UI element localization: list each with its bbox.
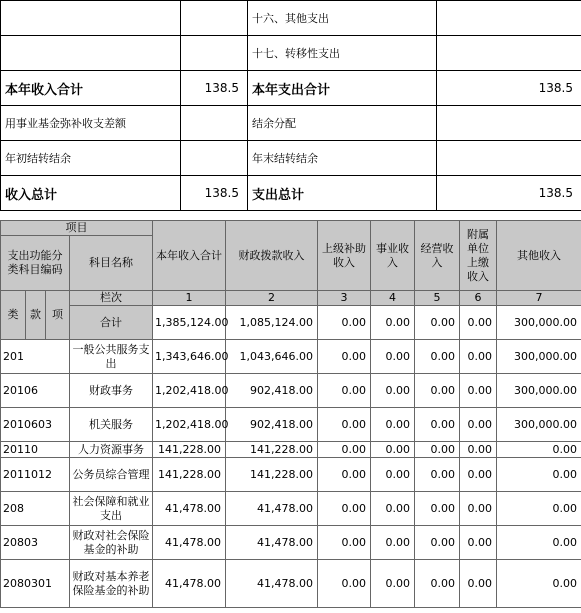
row-value: 0.00 — [318, 408, 371, 442]
detail-row — [1, 560, 581, 608]
row-value: 0.00 — [318, 492, 371, 526]
header-subject-name: 科目名称 — [70, 236, 153, 291]
row-value: 0.00 — [415, 458, 460, 492]
total-value: 1,385,124.00 — [153, 306, 226, 340]
col-number: 1 — [153, 291, 226, 306]
summary-left-label: 收入总计 — [1, 176, 181, 211]
row-subject-name: 财政对基本养老保险基金的补助 — [70, 560, 153, 608]
total-row — [1, 306, 581, 340]
summary-left-value — [181, 1, 248, 36]
detail-table — [0, 220, 581, 608]
row-code: 2010603 — [1, 408, 70, 442]
detail-row — [1, 526, 581, 560]
row-value: 0.00 — [460, 408, 497, 442]
summary-row — [1, 1, 581, 36]
col-number: 7 — [497, 291, 581, 306]
row-value: 0.00 — [460, 458, 497, 492]
row-value: 0.00 — [460, 560, 497, 608]
row-subject-name: 公务员综合管理 — [70, 458, 153, 492]
total-value: 1,085,124.00 — [226, 306, 318, 340]
col-number: 2 — [226, 291, 318, 306]
row-value: 0.00 — [371, 526, 415, 560]
header-fiscal: 财政拨款收入 — [226, 221, 318, 291]
row-value: 41,478.00 — [153, 560, 226, 608]
summary-row — [1, 106, 581, 141]
total-value: 0.00 — [371, 306, 415, 340]
row-value: 0.00 — [371, 408, 415, 442]
summary-right-label: 支出总计 — [248, 176, 437, 211]
row-value: 0.00 — [371, 492, 415, 526]
summary-right-value: 138.5 — [437, 176, 581, 211]
summary-right-value — [437, 141, 581, 176]
summary-left-value — [181, 106, 248, 141]
total-value: 300,000.00 — [497, 306, 581, 340]
row-value: 0.00 — [415, 526, 460, 560]
summary-right-value — [437, 36, 581, 71]
row-value: 41,478.00 — [153, 492, 226, 526]
row-value: 0.00 — [415, 492, 460, 526]
header-xiang: 项 — [46, 291, 70, 340]
header-affiliated: 附属单位上缴收入 — [460, 221, 497, 291]
detail-row — [1, 374, 581, 408]
row-subject-name: 社会保障和就业支出 — [70, 492, 153, 526]
row-value: 0.00 — [415, 374, 460, 408]
row-value: 0.00 — [497, 458, 581, 492]
summary-right-value: 138.5 — [437, 71, 581, 106]
summary-left-value: 138.5 — [181, 176, 248, 211]
header-row-1 — [1, 221, 581, 236]
row-value: 0.00 — [318, 374, 371, 408]
summary-row — [1, 176, 581, 211]
row-value: 1,343,646.00 — [153, 340, 226, 374]
summary-right-label: 十六、其他支出 — [248, 1, 437, 36]
summary-right-label: 十七、转移性支出 — [248, 36, 437, 71]
summary-left-label: 年初结转结余 — [1, 141, 181, 176]
detail-row — [1, 492, 581, 526]
row-value: 0.00 — [460, 442, 497, 458]
row-value: 0.00 — [371, 458, 415, 492]
summary-right-value — [437, 106, 581, 141]
summary-row — [1, 36, 581, 71]
summary-left-label: 本年收入合计 — [1, 71, 181, 106]
header-total-income: 本年收入合计 — [153, 221, 226, 291]
summary-right-label: 结余分配 — [248, 106, 437, 141]
row-value: 300,000.00 — [497, 408, 581, 442]
row-value: 0.00 — [371, 442, 415, 458]
header-row-3 — [1, 291, 581, 306]
row-subject-name: 财政事务 — [70, 374, 153, 408]
detail-row — [1, 340, 581, 374]
row-code: 2080301 — [1, 560, 70, 608]
row-value: 0.00 — [318, 560, 371, 608]
row-code: 20803 — [1, 526, 70, 560]
row-value: 0.00 — [318, 340, 371, 374]
row-value: 0.00 — [318, 442, 371, 458]
col-number: 6 — [460, 291, 497, 306]
row-value: 141,228.00 — [153, 442, 226, 458]
summary-table — [0, 0, 581, 211]
total-label: 合计 — [70, 306, 153, 340]
row-value: 0.00 — [497, 442, 581, 458]
summary-right-label: 本年支出合计 — [248, 71, 437, 106]
summary-left-value — [181, 36, 248, 71]
row-value: 0.00 — [497, 560, 581, 608]
row-code: 2011012 — [1, 458, 70, 492]
header-kuan: 款 — [26, 291, 46, 340]
summary-left-label — [1, 36, 181, 71]
row-value: 0.00 — [415, 560, 460, 608]
header-other: 其他收入 — [497, 221, 581, 291]
row-value: 300,000.00 — [497, 374, 581, 408]
col-number: 3 — [318, 291, 371, 306]
row-value: 0.00 — [371, 340, 415, 374]
row-value: 0.00 — [318, 526, 371, 560]
summary-right-label: 年末结转结余 — [248, 141, 437, 176]
row-code: 20110 — [1, 442, 70, 458]
summary-left-label: 用事业基金弥补收支差额 — [1, 106, 181, 141]
row-value: 0.00 — [497, 492, 581, 526]
summary-left-label — [1, 1, 181, 36]
col-number: 5 — [415, 291, 460, 306]
summary-left-value — [181, 141, 248, 176]
summary-right-value — [437, 1, 581, 36]
row-value: 1,043,646.00 — [226, 340, 318, 374]
detail-body — [1, 340, 581, 608]
header-func-code: 支出功能分类科目编码 — [1, 236, 70, 291]
row-value: 41,478.00 — [226, 560, 318, 608]
row-value: 41,478.00 — [226, 526, 318, 560]
row-value: 0.00 — [371, 374, 415, 408]
row-value: 0.00 — [460, 340, 497, 374]
row-value: 41,478.00 — [226, 492, 318, 526]
row-value: 0.00 — [460, 374, 497, 408]
row-value: 0.00 — [371, 560, 415, 608]
row-value: 0.00 — [460, 492, 497, 526]
row-subject-name: 人力资源事务 — [70, 442, 153, 458]
row-value: 902,418.00 — [226, 374, 318, 408]
summary-row — [1, 141, 581, 176]
header-column-index: 栏次 — [70, 291, 153, 306]
header-superior: 上级补助收入 — [318, 221, 371, 291]
row-code: 20106 — [1, 374, 70, 408]
row-value: 41,478.00 — [153, 526, 226, 560]
row-value: 141,228.00 — [153, 458, 226, 492]
row-value: 902,418.00 — [226, 408, 318, 442]
summary-row — [1, 71, 581, 106]
row-subject-name: 一般公共服务支出 — [70, 340, 153, 374]
row-code: 208 — [1, 492, 70, 526]
row-value: 300,000.00 — [497, 340, 581, 374]
row-value: 0.00 — [318, 458, 371, 492]
header-business: 事业收入 — [371, 221, 415, 291]
total-value: 0.00 — [460, 306, 497, 340]
row-code: 201 — [1, 340, 70, 374]
summary-body — [1, 1, 581, 211]
row-value: 0.00 — [460, 526, 497, 560]
row-value: 141,228.00 — [226, 458, 318, 492]
row-value: 141,228.00 — [226, 442, 318, 458]
summary-left-value: 138.5 — [181, 71, 248, 106]
total-value: 0.00 — [415, 306, 460, 340]
row-value: 1,202,418.00 — [153, 408, 226, 442]
row-subject-name: 财政对社会保险基金的补助 — [70, 526, 153, 560]
row-value: 0.00 — [415, 408, 460, 442]
row-value: 0.00 — [415, 340, 460, 374]
row-value: 0.00 — [415, 442, 460, 458]
header-item: 项目 — [1, 221, 153, 236]
row-subject-name: 机关服务 — [70, 408, 153, 442]
col-number: 4 — [371, 291, 415, 306]
header-operating: 经营收入 — [415, 221, 460, 291]
detail-row — [1, 408, 581, 442]
row-value: 1,202,418.00 — [153, 374, 226, 408]
total-value: 0.00 — [318, 306, 371, 340]
row-value: 0.00 — [497, 526, 581, 560]
detail-row — [1, 442, 581, 458]
detail-row — [1, 458, 581, 492]
header-lei: 类 — [1, 291, 26, 340]
